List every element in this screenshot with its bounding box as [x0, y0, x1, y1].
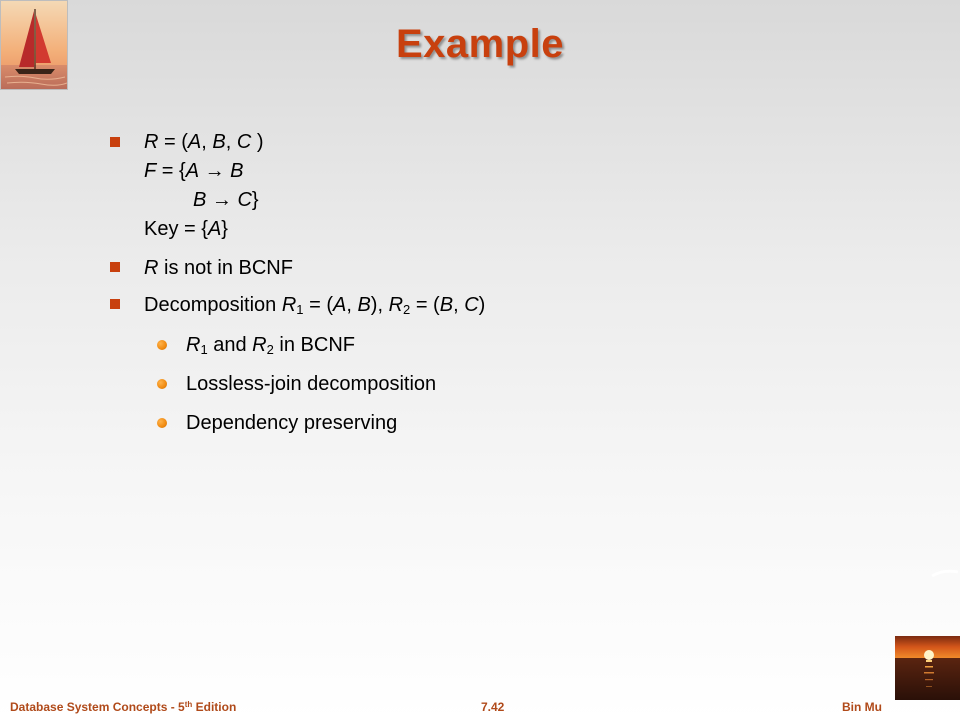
square-bullet	[110, 299, 120, 309]
footer-book-title: Database System Concepts - 5th Edition	[10, 700, 237, 714]
fd-second-line: B → C}	[193, 189, 259, 211]
sub-bullet-bcnf: $R_1$ and $R_2$ in BCNF	[186, 334, 355, 357]
sub-bullet-lossless: Lossless-join decomposition	[186, 373, 437, 395]
footer-page-number: 7.42	[481, 700, 505, 714]
sunset-image	[895, 636, 960, 700]
footer-author: Bin Mu	[842, 700, 882, 714]
round-bullet	[157, 340, 167, 350]
sub-bullet-dependency: Dependency preserving	[186, 412, 398, 434]
key-line: Key = {A}	[144, 218, 228, 240]
bcnf-status-line: R is not in BCNF	[144, 257, 293, 279]
relation-schema-line: R = (A, B, C )	[144, 131, 264, 153]
square-bullet	[110, 262, 120, 272]
round-bullet	[157, 418, 167, 428]
round-bullet	[157, 379, 167, 389]
decorative-swoosh	[930, 566, 960, 578]
slide-title: Example	[395, 22, 565, 66]
square-bullet	[110, 137, 120, 147]
decomposition-line: Decomposition $R_1 = (A$, B), $R_2 = (B$, C)	[144, 294, 486, 317]
fd-set-line: F = {A → B	[144, 160, 244, 182]
